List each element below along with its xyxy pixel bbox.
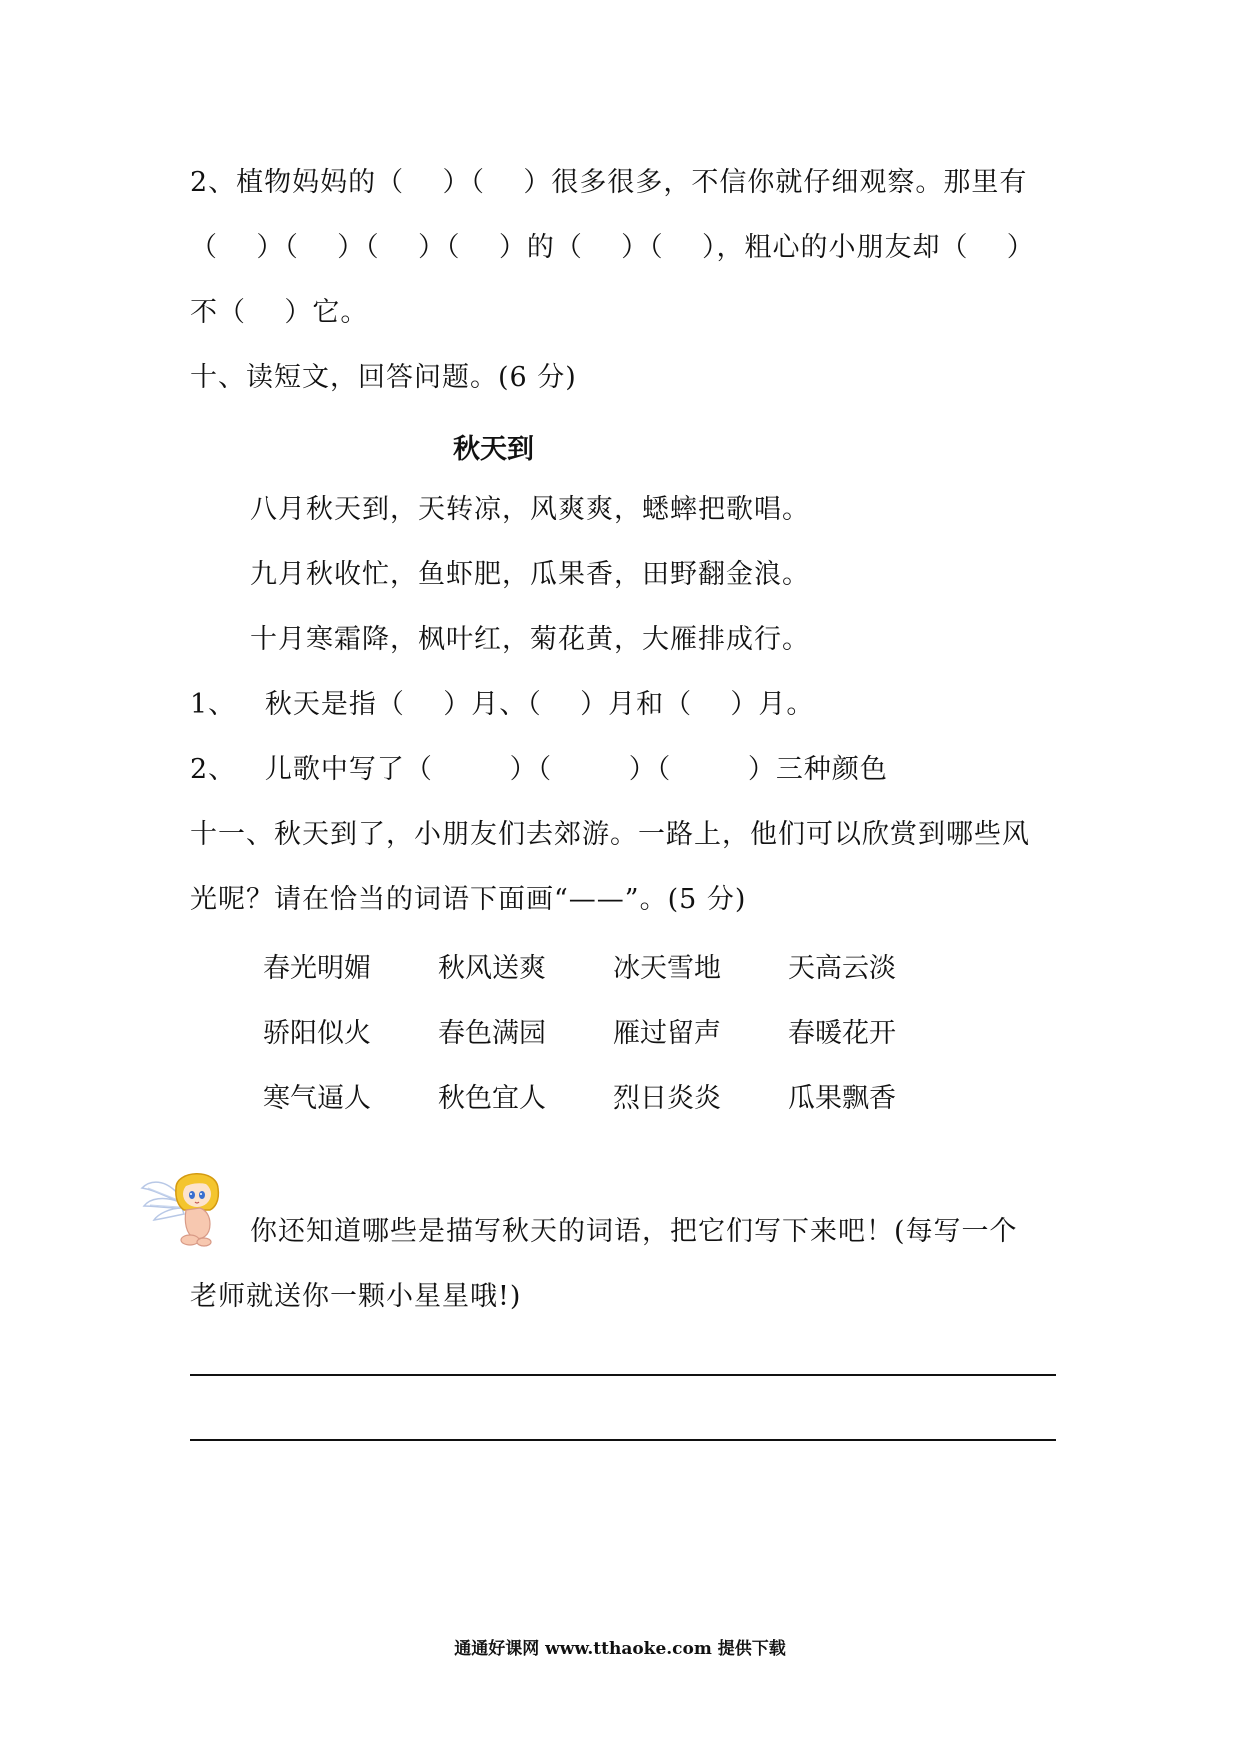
word-option[interactable]: 雁过留声 — [613, 1018, 721, 1049]
extra-line1: 你还知道哪些是描写秋天的词语，把它们写下来吧！(每写一个 — [250, 1216, 1018, 1247]
question-2: 2、 儿歌中写了（ ）（ ）（ ）三种颜色 — [190, 754, 888, 785]
section11-line1: 十一、秋天到了，小朋友们去郊游。一路上，他们可以欣赏到哪些风 — [190, 819, 1030, 850]
poem-line: 八月秋天到，天转凉，风爽爽，蟋蟀把歌唱。 — [250, 494, 810, 525]
word-option[interactable]: 秋风送爽 — [438, 953, 546, 984]
q9-item2-line1: 2、植物妈妈的（ ）（ ）很多很多，不信你就仔细观察。那里有 — [190, 167, 1028, 198]
answer-line[interactable] — [190, 1439, 1056, 1441]
word-option[interactable]: 天高云淡 — [788, 953, 896, 984]
poem-line: 九月秋收忙，鱼虾肥，瓜果香，田野翻金浪。 — [250, 559, 810, 590]
answer-line[interactable] — [190, 1374, 1056, 1376]
word-option[interactable]: 烈日炎炎 — [613, 1083, 721, 1114]
word-option[interactable]: 瓜果飘香 — [788, 1083, 896, 1114]
q9-item2-line2: （ ）（ ）（ ）（ ）的（ ）（ ），粗心的小朋友却（ ） — [190, 232, 1035, 263]
word-option[interactable]: 骄阳似火 — [263, 1018, 371, 1049]
word-option[interactable]: 春光明媚 — [263, 953, 371, 984]
section10-heading: 十、读短文，回答问题。(6 分) — [190, 362, 577, 393]
word-option[interactable]: 冰天雪地 — [613, 953, 721, 984]
footer: 通通好课网 www.tthaoke.com 提供下载 — [454, 1639, 786, 1659]
q9-item2-line3: 不（ ）它。 — [190, 297, 369, 328]
poem-line: 十月寒霜降，枫叶红，菊花黄，大雁排成行。 — [250, 624, 810, 655]
word-option[interactable]: 秋色宜人 — [438, 1083, 546, 1114]
word-option[interactable]: 寒气逼人 — [263, 1083, 371, 1114]
angel-clipart-icon — [140, 1158, 240, 1254]
word-option[interactable]: 春暖花开 — [788, 1018, 896, 1049]
word-option[interactable]: 春色满园 — [438, 1018, 546, 1049]
poem-title: 秋天到 — [453, 434, 534, 465]
section11-line2: 光呢？请在恰当的词语下面画“——”。(5 分) — [190, 884, 747, 915]
question-1: 1、 秋天是指（ ）月、（ ）月和（ ）月。 — [190, 689, 815, 720]
extra-line2: 老师就送你一颗小星星哦!) — [190, 1281, 522, 1312]
